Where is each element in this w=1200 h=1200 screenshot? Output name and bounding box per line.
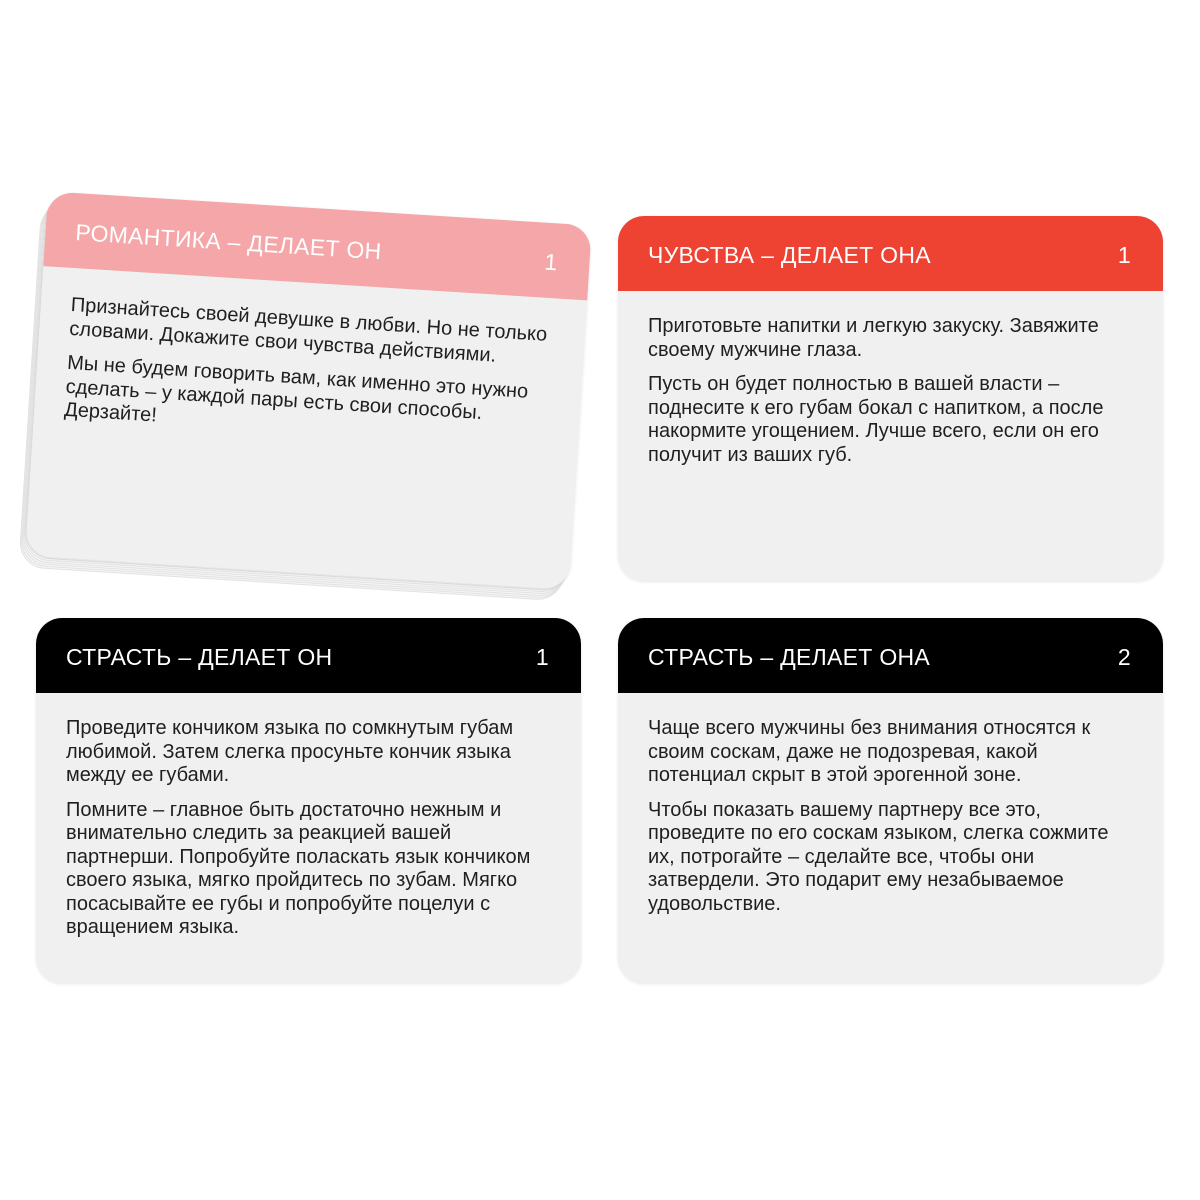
card-title: РОМАНТИКА – ДЕЛАЕТ ОН <box>74 219 383 265</box>
card-paragraph: Пусть он будет полностью в вашей власти – поднесите к его губам бокал с напитком, а после накормите угощением. Лучше всего, если он его получит из ваших губ. <box>648 373 1104 466</box>
romance-card-deck <box>25 191 592 590</box>
card-number: 1 <box>1117 242 1131 268</box>
card-body <box>36 693 581 940</box>
card-body <box>618 291 1163 467</box>
card-title: СТРАСТЬ – ДЕЛАЕТ ОН <box>66 644 333 670</box>
passion-card-he <box>36 618 581 983</box>
card-header <box>618 216 1163 291</box>
romance-card <box>25 191 592 590</box>
card-header <box>618 618 1163 693</box>
card-body <box>618 693 1163 916</box>
passion-card-she <box>618 618 1163 983</box>
card-number: 1 <box>543 248 559 276</box>
card-number: 1 <box>535 644 549 670</box>
feelings-card <box>618 216 1163 581</box>
card-header <box>36 618 581 693</box>
card-paragraph: Проведите кончиком языка по сомкнутым губам любимой. Затем слегка просуньте кончик языка между ее губами. <box>66 717 514 786</box>
card-title: СТРАСТЬ – ДЕЛАЕТ ОНА <box>648 644 931 670</box>
card-paragraph: Приготовьте напитки и легкую закуску. Завяжите своему мужчине глаза. <box>648 315 1099 361</box>
card-paragraph: Мы не будем говорить вам, как именно это нужно сделать – у каждой пары есть свои способы. Дерзайте! <box>63 351 529 427</box>
card-paragraph: Помните – главное быть достаточно нежным и внимательно следить за реакцией вашей партнерши. Попробуйте поласкать язык кончиком своего языка, мягко пройдитесь по зубам. Мягко посасывайте ее губы и попробуйте поцелуи с вращением языка. <box>66 798 531 938</box>
card-number: 2 <box>1117 644 1131 670</box>
card-paragraph: Признайтесь своей девушке в любви. Но не только словами. Докажите свои чувства действиями. <box>68 293 548 367</box>
card-paragraph: Чтобы показать вашему партнеру все это, проведите по его соскам языком, слегка сожмите их, потрогайте – сделайте все, чтобы они затвердели. Это подарит ему незабываемое удовольствие. <box>648 798 1109 915</box>
card-title: ЧУВСТВА – ДЕЛАЕТ ОНА <box>648 242 931 268</box>
card-paragraph: Чаще всего мужчины без внимания относятся к своим соскам, даже не подозревая, какой потенциал скрыт в этой эрогенной зоне. <box>648 717 1091 786</box>
